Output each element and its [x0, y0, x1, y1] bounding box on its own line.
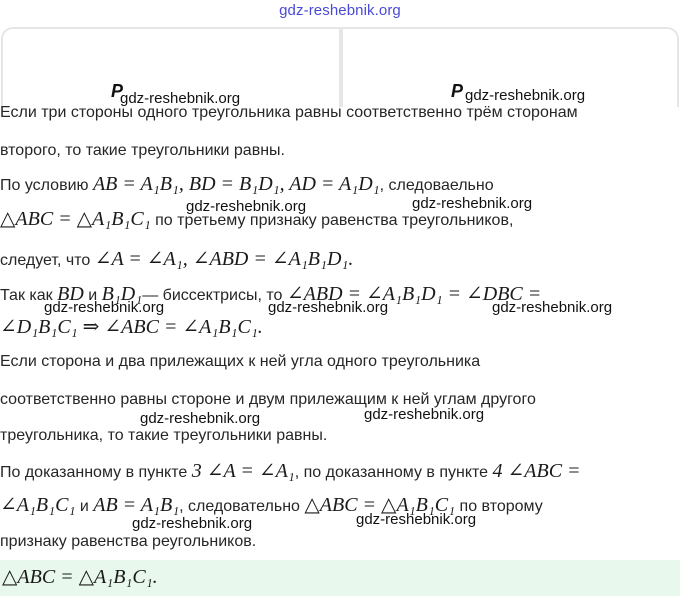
line-text: Если три стороны одного треугольника равны соответственно трём сторонам [0, 104, 578, 121]
math-expression: △ABC = △A₁B₁C₁ [0, 208, 151, 230]
line-text: второго, то такие треугольники равны. [0, 142, 285, 159]
line-text: следует, что [0, 252, 91, 269]
math-expression: ∠ABD = ∠A₁B₁D₁ = ∠DBC = [286, 283, 542, 305]
answer-box [0, 560, 680, 596]
text-line [0, 492, 680, 517]
line-text: по третьему признаку равенства треугольников, [150, 212, 514, 229]
card-letter: Р [451, 81, 464, 101]
text-line [0, 104, 680, 122]
line-text: По доказанному в пункте [0, 464, 188, 481]
answer-expression: △ABC = △A₁B₁C₁. [2, 566, 158, 588]
line-text: Если сторона и два прилежащих к ней угла одного треугольника [0, 353, 481, 370]
math-expression: B₁D₁ [101, 283, 143, 305]
line-text: треугольника, то такие треугольники равны. [0, 427, 328, 444]
site-link[interactable]: gdz-reshebnik.org [279, 2, 401, 19]
watermark: gdz-reshebnik.org [492, 299, 613, 316]
line-text: и [79, 498, 89, 515]
text-line [0, 533, 680, 551]
line-text: по второму [459, 498, 543, 515]
text-line [0, 206, 680, 231]
math-expression: AB = A₁B₁, BD = B₁D₁, AD = A₁D₁ [92, 173, 380, 195]
watermark: gdz-reshebnik.org [132, 515, 253, 532]
text-line [0, 458, 680, 483]
line-text: соответственно равны стороне и двум прилежащим к ней углам другого [0, 391, 536, 408]
math-expression: ∠D₁B₁C₁ ⇒ ∠ABC = ∠A₁B₁C₁. [0, 316, 263, 338]
text-line [0, 391, 680, 409]
math-expression: AB = A₁B₁ [93, 494, 180, 516]
watermark: gdz-reshebnik.org [44, 299, 165, 316]
line-text: и [88, 287, 98, 304]
math-expression: ∠A₁B₁C₁ [0, 494, 76, 516]
text-line [0, 353, 680, 371]
watermark: gdz-reshebnik.org [465, 87, 586, 104]
watermark: gdz-reshebnik.org [356, 511, 477, 528]
card-letter: Р [111, 81, 124, 101]
text-line [0, 314, 680, 339]
line-text: , по доказанному в пункте [294, 464, 489, 481]
line-text: Так как [0, 287, 53, 304]
math-expression: 4 ∠ABC = [492, 460, 581, 482]
watermark: gdz-reshebnik.org [120, 90, 241, 107]
text-line [0, 173, 680, 196]
math-expression: ∠A = ∠A₁, ∠ABD = ∠A₁B₁D₁. [94, 248, 354, 270]
line-text: признаку равенства реугольников. [0, 533, 257, 550]
line-text: — биссектрисы, то [142, 287, 283, 304]
text-line [0, 427, 680, 445]
line-text: , следоваельно [379, 177, 494, 194]
watermark: gdz-reshebnik.org [186, 198, 307, 215]
watermark: gdz-reshebnik.org [268, 299, 389, 316]
line-text: , следовательно [179, 498, 300, 515]
text-line [0, 246, 680, 271]
line-text: По условию [0, 177, 89, 194]
text-line [0, 142, 680, 160]
math-expression: 3 ∠A = ∠A₁ [191, 460, 295, 482]
site-header [0, 0, 680, 26]
watermark: gdz-reshebnik.org [364, 406, 485, 423]
math-expression: △ABC = △A₁B₁C₁ [304, 494, 456, 516]
watermark: gdz-reshebnik.org [412, 195, 533, 212]
math-expression: BD [57, 283, 84, 305]
watermark: gdz-reshebnik.org [140, 410, 261, 427]
